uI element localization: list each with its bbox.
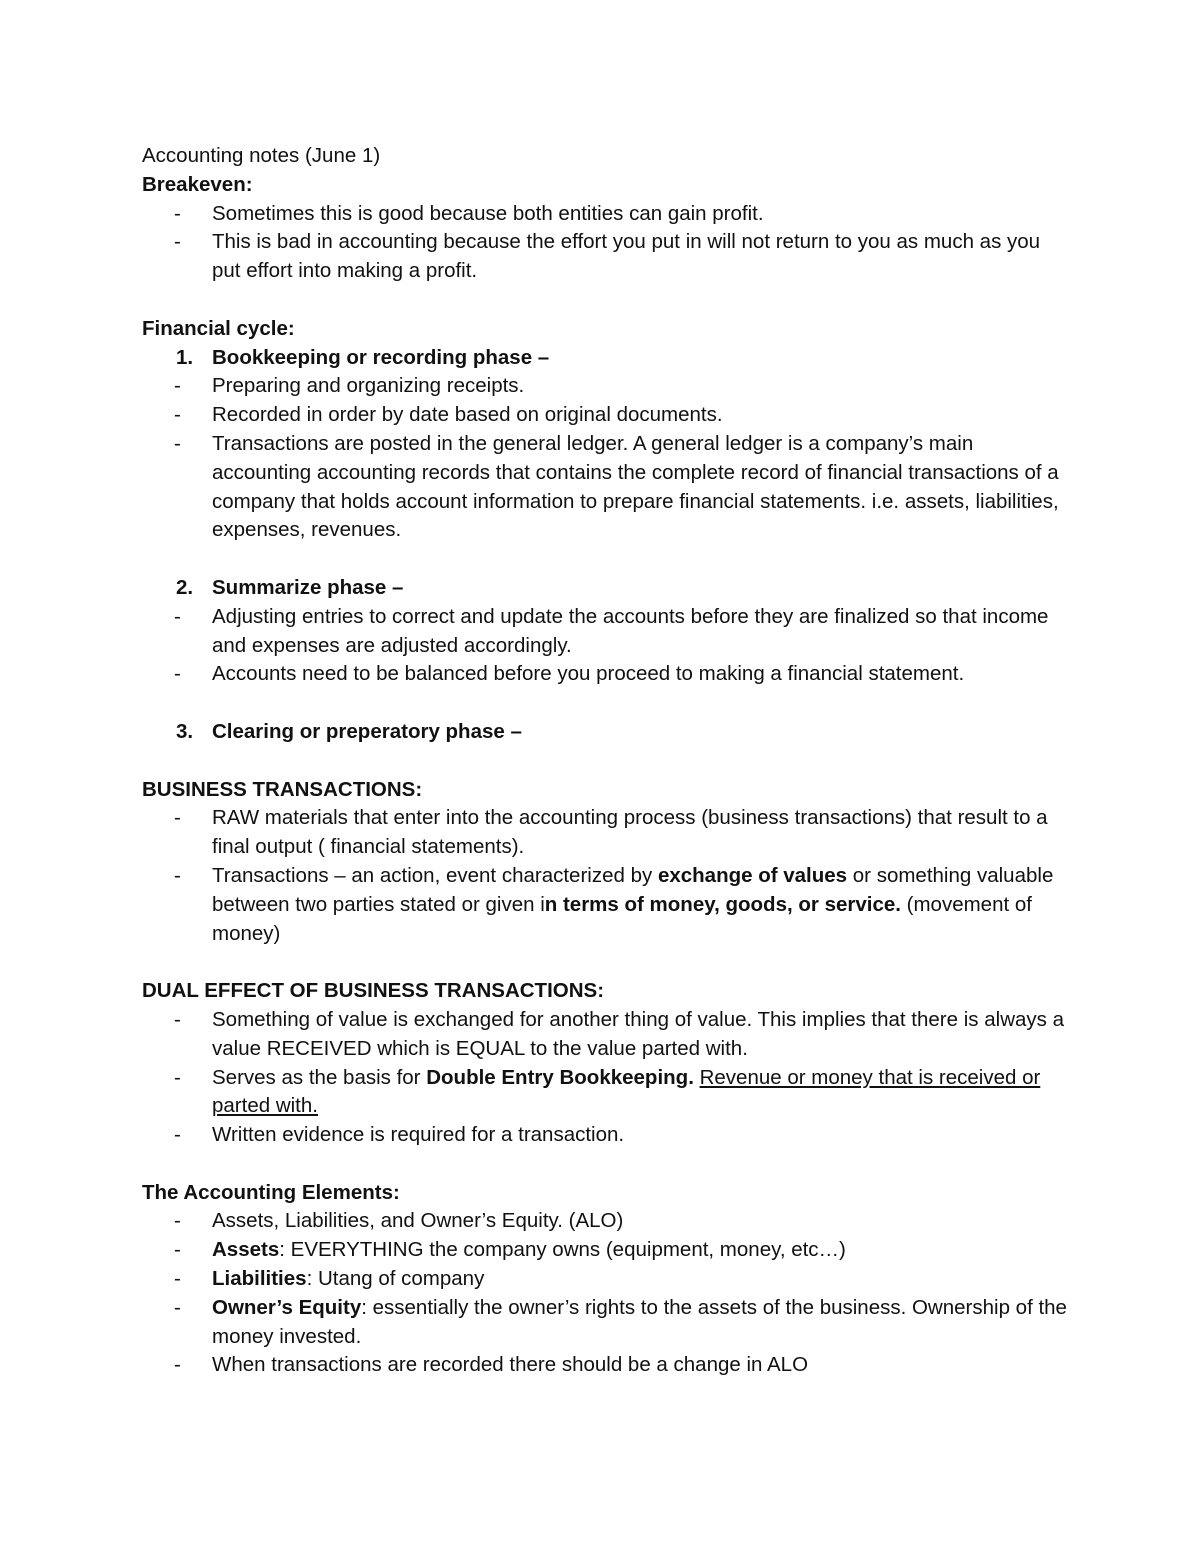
item-number: 1. bbox=[176, 345, 194, 369]
list-item bbox=[142, 660, 1072, 689]
list-item-text: Accounts need to be balanced before you proceed to making a financial statement. bbox=[212, 662, 965, 686]
list-item-text: Adjusting entries to correct and update the accounts before they are finalized so that income and expenses are adjusted accordingly. bbox=[212, 604, 1049, 657]
list-item-text: Assets, Liabilities, and Owner’s Equity. (ALO) bbox=[212, 1209, 624, 1233]
list-item-text bbox=[212, 1294, 1072, 1352]
text-run: : EVERYTHING the company owns (equipment, money, etc…) bbox=[279, 1238, 846, 1262]
phase-title: Summarize phase – bbox=[212, 575, 404, 599]
dual-effect-heading: DUAL EFFECT OF BUSINESS TRANSACTIONS: bbox=[142, 979, 605, 1003]
list-item-text: Preparing and organizing receipts. bbox=[212, 374, 525, 398]
breakeven-heading: Breakeven: bbox=[142, 172, 253, 196]
text-run: (movement of money) bbox=[212, 892, 1032, 945]
list-item bbox=[142, 1064, 1072, 1122]
item-number: 3. bbox=[176, 719, 194, 743]
bullet-marker: - bbox=[174, 1209, 181, 1233]
list-item bbox=[142, 603, 1072, 661]
list-item-text: Recorded in order by date based on original documents. bbox=[212, 403, 723, 427]
bullet-marker: - bbox=[174, 1065, 181, 1089]
numbered-item bbox=[142, 574, 1072, 603]
list-item-text bbox=[212, 862, 1072, 948]
list-item bbox=[142, 1351, 1072, 1380]
bold-text: Owner’s Equity bbox=[212, 1295, 362, 1319]
text-run: : Utang of company bbox=[306, 1267, 485, 1291]
list-item bbox=[142, 200, 1072, 229]
bold-text: Double Entry Bookkeeping. bbox=[426, 1065, 694, 1089]
text-run: or something valuable between two parties stated or given i bbox=[212, 863, 1054, 916]
bold-text: Assets bbox=[212, 1238, 280, 1262]
numbered-item bbox=[142, 344, 1072, 373]
bullet-marker: - bbox=[174, 863, 181, 887]
financial-cycle-heading: Financial cycle: bbox=[142, 316, 295, 340]
text-run: Transactions – an action, event characterized by bbox=[212, 863, 658, 887]
item-number: 2. bbox=[176, 575, 194, 599]
list-item-text: Something of value is exchanged for another thing of value. This implies that there is always a value RECEIVED which is EQUAL to the value parted with. bbox=[212, 1007, 1064, 1060]
list-item bbox=[142, 1265, 1072, 1294]
bullet-marker: - bbox=[174, 403, 181, 427]
list-item bbox=[142, 1121, 1072, 1150]
list-item-text bbox=[212, 1064, 1072, 1122]
bullet-marker: - bbox=[174, 431, 181, 455]
bullet-marker: - bbox=[174, 230, 181, 254]
text-run: : essentially the owner’s rights to the assets of the business. Ownership of the money invested. bbox=[212, 1295, 1067, 1348]
list-item bbox=[142, 372, 1072, 401]
list-item bbox=[142, 804, 1072, 862]
list-item-text: Transactions are posted in the general ledger. A general ledger is a company’s main accounting accounting records that contains the complete record of financial transactions of a company that holds account information to prepare financial statements. i.e. assets, liabilities, expenses, revenues. bbox=[212, 431, 1059, 542]
bullet-marker: - bbox=[174, 1007, 181, 1031]
list-item bbox=[142, 430, 1072, 545]
list-item bbox=[142, 862, 1072, 948]
accounting-elements-heading: The Accounting Elements: bbox=[142, 1180, 400, 1204]
list-item-text: Written evidence is required for a transaction. bbox=[212, 1123, 625, 1147]
bullet-marker: - bbox=[174, 1123, 181, 1147]
list-item-text bbox=[212, 1236, 1072, 1265]
document-page bbox=[142, 142, 1072, 1380]
text-run: Serves as the basis for bbox=[212, 1065, 427, 1089]
bullet-marker: - bbox=[174, 1353, 181, 1377]
bold-text: exchange of values bbox=[657, 863, 848, 887]
list-item bbox=[142, 1207, 1072, 1236]
bullet-marker: - bbox=[174, 1267, 181, 1291]
document-title: Accounting notes (June 1) bbox=[142, 144, 381, 167]
list-item-text: Sometimes this is good because both entities can gain profit. bbox=[212, 201, 764, 225]
bullet-marker: - bbox=[174, 1295, 181, 1319]
list-item bbox=[142, 1006, 1072, 1064]
phase-title: Bookkeeping or recording phase – bbox=[212, 345, 550, 369]
list-item-text: This is bad in accounting because the effort you put in will not return to you as much as you put effort into making a profit. bbox=[212, 230, 1041, 283]
list-item bbox=[142, 1294, 1072, 1352]
bullet-marker: - bbox=[174, 1238, 181, 1262]
list-item bbox=[142, 1236, 1072, 1265]
list-item bbox=[142, 228, 1072, 286]
list-item-text bbox=[212, 1265, 1072, 1294]
business-transactions-heading: BUSINESS TRANSACTIONS: bbox=[142, 777, 423, 801]
bullet-marker: - bbox=[174, 662, 181, 686]
bullet-marker: - bbox=[174, 201, 181, 225]
underlined-text: Revenue or money that is received or parted with. bbox=[212, 1065, 1041, 1118]
bold-text: Liabilities bbox=[212, 1267, 307, 1291]
phase-title: Clearing or preperatory phase – bbox=[212, 719, 522, 743]
bullet-marker: - bbox=[174, 806, 181, 830]
bullet-marker: - bbox=[174, 374, 181, 398]
list-item-text: When transactions are recorded there should be a change in ALO bbox=[212, 1353, 809, 1377]
list-item bbox=[142, 401, 1072, 430]
bold-text: n terms of money, goods, or service. bbox=[544, 892, 901, 916]
numbered-item bbox=[142, 718, 1072, 747]
bullet-marker: - bbox=[174, 604, 181, 628]
list-item-text: RAW materials that enter into the accounting process (business transactions) that result to a final output ( financial statements). bbox=[212, 806, 1048, 859]
